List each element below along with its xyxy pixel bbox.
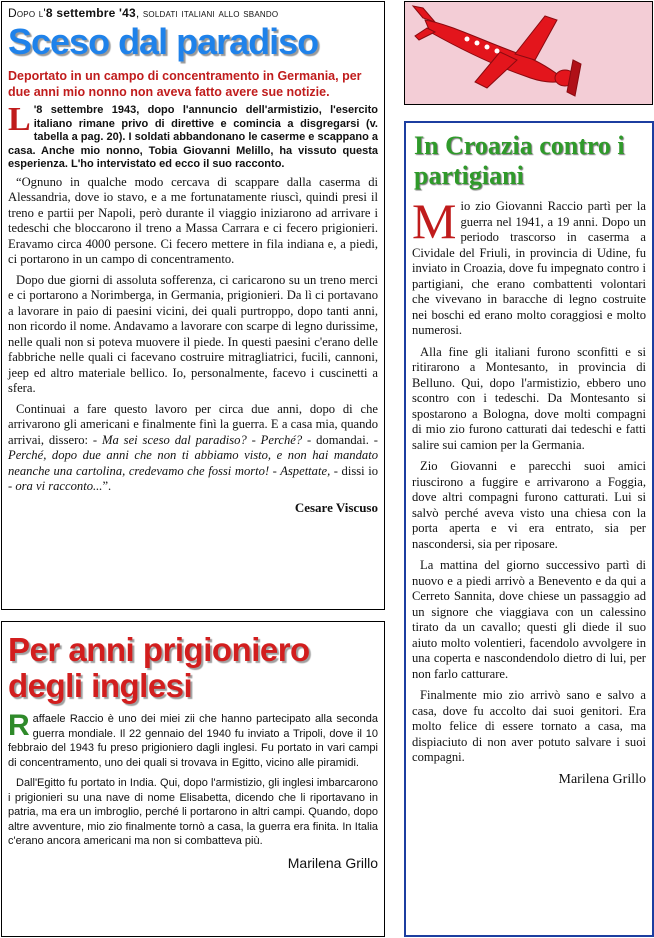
- intro-text: '8 settembre 1943, dopo l'annuncio dell'armistizio, l'esercito italiano rimane privo di direttive e comincia a disgregarsi (v. tabella a pag. 20). I soldati abbandonano le caserme e scappano a casa. Anche mio nonno, Tobia Giovanni Melillo, ha vissuto questa esperienza. L'ho intervistato ed ecco il suo racconto.: [8, 104, 378, 170]
- signature: Marilena Grillo: [558, 771, 646, 787]
- kicker-prefix: Dopo l': [8, 6, 46, 20]
- paragraph-5: Finalmente mio zio arrivò sano e salvo a casa, dove fu accolto dai suoi genitori. Era molto felice di essere tornato a casa, ma dispiaciuto di non aver potuto salvare i suoi compagni.: [412, 688, 646, 764]
- p3-quote: ora vi racconto...: [15, 479, 103, 493]
- p3-text: Continuai a fare questo lavoro per circa due anni, dopo di che arrivarono gli americani e finalmente finì la guerra. E a casa mia, quando arrivai, dissero: -: [8, 401, 378, 447]
- p3-text: - domandai. -: [302, 432, 378, 447]
- airplane-graphic: [404, 1, 653, 105]
- paragraph-3: [8, 402, 378, 495]
- article-title: Sceso dal paradiso: [8, 21, 319, 62]
- article-lead: Deportato in un campo di concentramento in Germania, per due anni mio nonno non aveva fatto avere sue notizie.: [8, 69, 362, 99]
- article-sceso-dal-paradiso: [1, 1, 385, 610]
- signature: Cesare Viscuso: [294, 499, 378, 515]
- paragraph-4: La mattina del giorno successivo partì di nuovo e a piedi arrivò a Benevento e da qui a Cerreto Sannita, dove chiese un passaggio ad un signore che viaggiava con un calessino tirato da un cavallo; questi gli diede il suo aiuto molto volentieri, facendolo avvolgere in una coperta e nascondendolo dietro di lui, per non farlo catturare.: [412, 558, 646, 681]
- paragraph-3: Zio Giovanni e parecchi suoi amici riuscirono a fuggire e arrivarono a Foggia, dove altri compagni furono catturati. Lui si salvò perché aveva visto una chiesa con la porta aperta e vi era entrato, sia per nascondersi, sia per riposare.: [412, 459, 646, 551]
- p3-text: ”.: [102, 479, 112, 493]
- article-title: Per anni prigioniero degli inglesi: [8, 631, 310, 704]
- paragraph-2: Dopo due giorni di assoluta sofferenza, ci caricarono su un treno merci e ci portarono a Norimberga, in Germania, prigionieri. Da lì ci portavano a lavorare in paio di paesini vicini, dei quali purtroppo, dopo tanti anni, non ricordo il nome. Andavamo a lavorare con scarpe di legno durissime, nelle quali non si poteva muovere il piede. In questi paesini c'erano delle fabbriche nelle quali ci facevano costruire mitragliatrici, fucili, cannoni, jeep ed altro materiale bellico. Io, personalmente, facevo i cuscinetti a sfera.: [8, 272, 378, 395]
- signature: Marilena Grillo: [287, 854, 378, 871]
- kicker: [8, 6, 378, 20]
- paragraph-1: [412, 193, 646, 339]
- article-title: In Croazia contro i partigiani: [414, 131, 625, 190]
- kicker-date: 8 settembre '43: [45, 6, 136, 20]
- airplane-icon: [405, 2, 652, 104]
- kicker-rest: , soldati italiani allo sbando: [135, 6, 279, 20]
- p1-text: io zio Giovanni Raccio partì per la guerra nel 1941, a 19 anni. Dopo un periodo trascorso in caserma a Cividale del Friuli, in provincia di Udine, fu inviato in Croazia, dove fu impegnato contro i partigiani, che erano combattenti volontari che vivevano in baracche di legno costruite nei boschi ed erano molto coraggiosi e molto numerosi.: [412, 199, 646, 337]
- drop-cap: R: [8, 709, 30, 742]
- paragraph-2: Dall'Egitto fu portato in India. Qui, dopo l'armistizio, gli inglesi imbarcarono i prigionieri su una nave di nome Elisabetta, dicendo che li riportavano in patria, ma era un imbroglio, perché li portarono in altri campi. Quando, dopo altre avventure, mio zio finalmente tornò a casa, la guerra era finita. In Italia c'erano ancora americani ma non si combatteva più.: [8, 777, 378, 847]
- p3-quote: Perché, dopo due anni che non ti abbiamo visto, e non hai mandato neanche una cartolina, credevamo che fossi morto! - Aspettate,: [8, 448, 378, 478]
- article-prigioniero-inglesi: [1, 621, 385, 937]
- p1-text: affaele Raccio è uno dei miei zii che hanno partecipato alla seconda guerra mondiale. Il 22 gennaio del 1940 fu inviato a Tripoli, dove il 10 febbraio del 1943 fu preso prigioniero dagli inglesi. Fu portato in vari campi di concentramento, uno dei quali si trovava in Egitto, vicino alle piramidi.: [8, 713, 378, 769]
- paragraph-2: Alla fine gli italiani furono sconfitti e si ritirarono a Montesanto, in provincia di Belluno. Qui, dopo l'armistizio, ebbero uno scontro con i tedeschi. Da Montesanto si spostarono a Bologna, dove molti compagni di mio zio furono catturati dai tedeschi e fatti salire sui camion per la Germania.: [412, 344, 646, 452]
- p3-quote: Ma sei sceso dal paradiso? - Perché?: [102, 432, 303, 447]
- article-croazia: [404, 121, 654, 937]
- drop-cap: L: [8, 101, 31, 138]
- article-intro: [8, 101, 378, 172]
- paragraph-1: “Ognuno in qualche modo cercava di scappare dalla caserma di Alessandria, dove io stavo, e a me fortunatamente riuscì, quindi presi il treno e partii per Napoli, però durante il viaggio iniziarono ad arrivare i tedeschi che bloccarono il treno a Massa Carrara e ci fecero prigionieri. Eravamo circa 4000 persone. Ci fecero mettere in fila indiana e, a piedi, ci portarono in un campo di concentramento.: [8, 174, 378, 266]
- paragraph-1: [8, 709, 378, 770]
- drop-cap: M: [412, 193, 457, 249]
- p3-text: - dissi io -: [8, 463, 378, 493]
